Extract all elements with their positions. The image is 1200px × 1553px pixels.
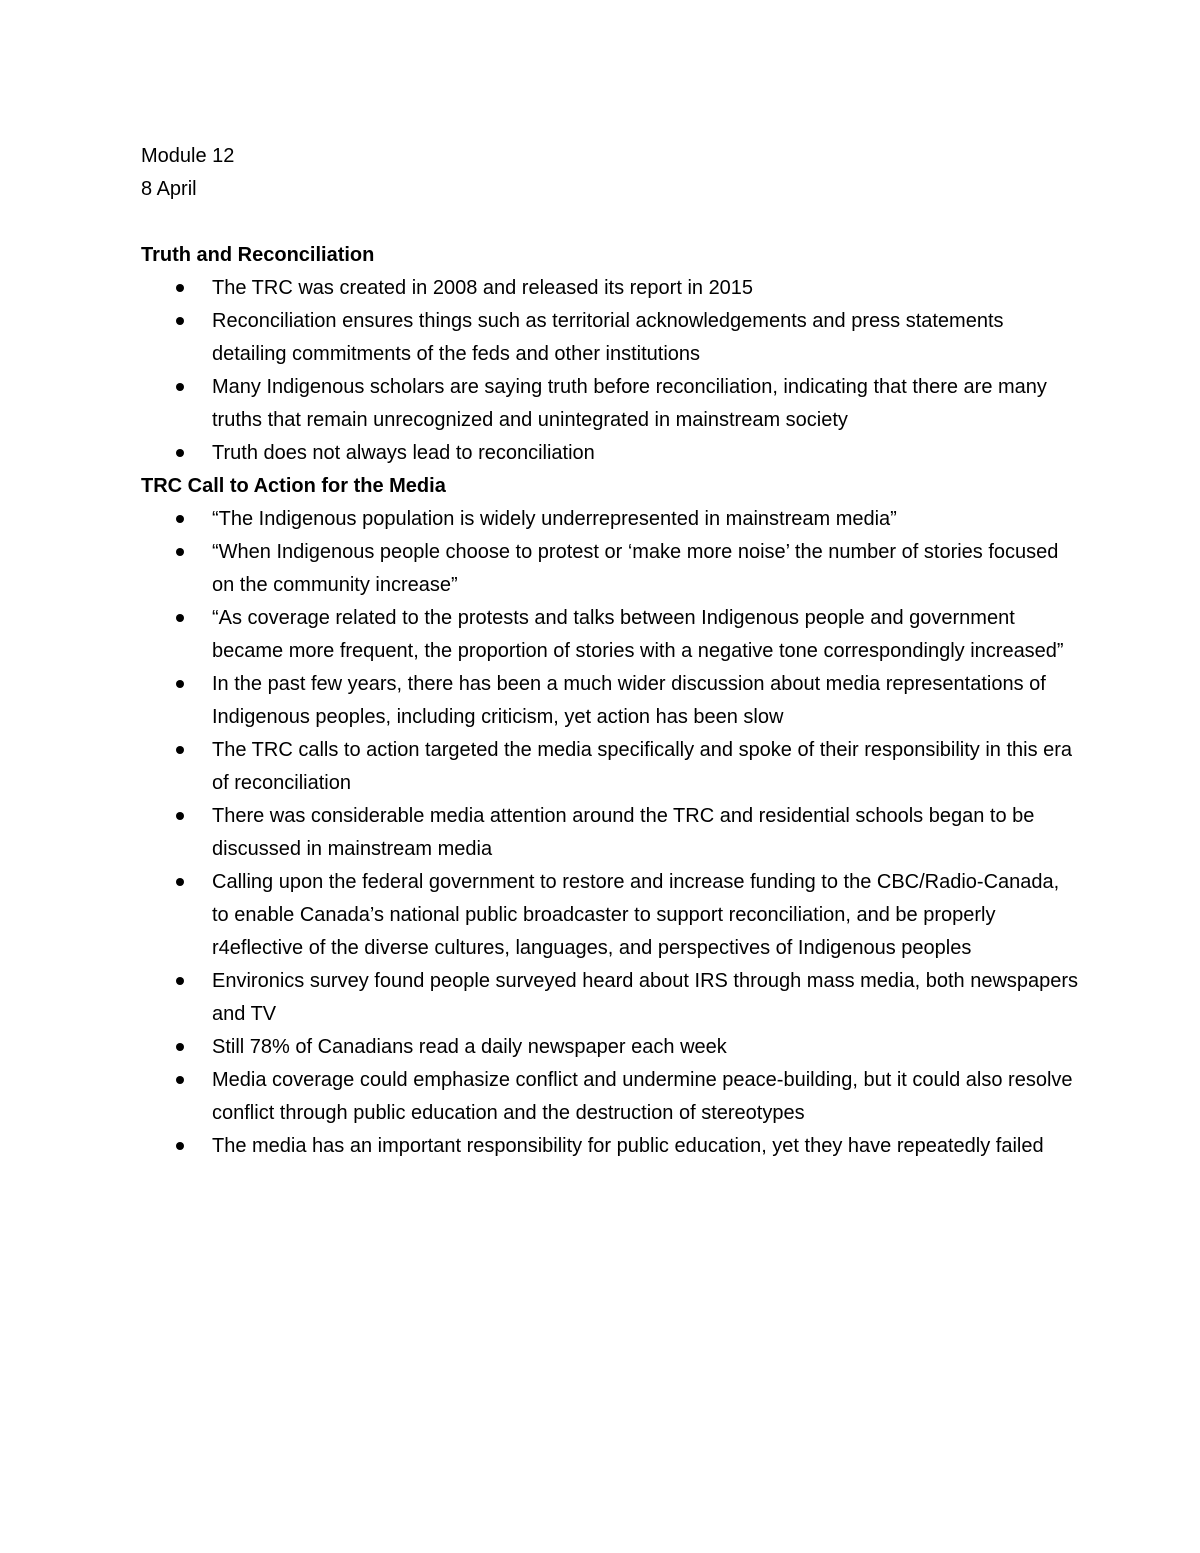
list-item — [141, 536, 1081, 602]
bullet-icon — [176, 878, 184, 886]
list-item — [141, 1031, 1081, 1064]
bullet-icon — [176, 812, 184, 820]
list-item-text: Media coverage could emphasize conflict and undermine peace-building, but it could also resolve conflict through public education and the destruction of stereotypes — [212, 1069, 1073, 1124]
list-item — [141, 503, 1081, 536]
list-item — [141, 734, 1081, 800]
list-item-text: Still 78% of Canadians read a daily newspaper each week — [212, 1036, 727, 1058]
bullet-icon — [176, 284, 184, 292]
list-item — [141, 371, 1081, 437]
list-item — [141, 602, 1081, 668]
module-label: Module 12 — [141, 145, 235, 167]
list-item — [141, 305, 1081, 371]
bullet-icon — [176, 1142, 184, 1150]
bullet-list-truth-reconciliation — [141, 272, 1081, 470]
blank-line — [141, 206, 1081, 239]
bullet-icon — [176, 977, 184, 985]
document-body — [141, 140, 1081, 1163]
list-item-text: The TRC calls to action targeted the media specifically and spoke of their responsibility in this era of reconciliation — [212, 739, 1073, 794]
list-item-text: In the past few years, there has been a much wider discussion about media representations of Indigenous peoples, including criticism, yet action has been slow — [212, 673, 1046, 728]
date-label: 8 April — [141, 178, 197, 200]
list-item-text: Reconciliation ensures things such as territorial acknowledgements and press statements detailing commitments of the feds and other institutions — [212, 310, 1004, 365]
list-item — [141, 437, 1081, 470]
list-item — [141, 800, 1081, 866]
bullet-icon — [176, 1076, 184, 1084]
bullet-list-trc-media — [141, 503, 1081, 1163]
section-heading-trc-media: TRC Call to Action for the Media — [141, 475, 446, 497]
list-item-text: Truth does not always lead to reconciliation — [212, 442, 595, 464]
list-item-text: There was considerable media attention around the TRC and residential schools began to be discussed in mainstream media — [212, 805, 1035, 860]
list-item — [141, 1130, 1081, 1163]
bullet-icon — [176, 383, 184, 391]
list-item-text: Many Indigenous scholars are saying truth before reconciliation, indicating that there are many truths that remain unrecognized and unintegrated in mainstream society — [212, 376, 1047, 431]
list-item-text: “The Indigenous population is widely underrepresented in mainstream media” — [212, 508, 897, 530]
list-item-text: The media has an important responsibility for public education, yet they have repeatedly failed — [212, 1135, 1044, 1157]
list-item — [141, 272, 1081, 305]
bullet-icon — [176, 449, 184, 457]
list-item — [141, 965, 1081, 1031]
list-item-text: The TRC was created in 2008 and released its report in 2015 — [212, 277, 754, 299]
list-item-text: “When Indigenous people choose to protest or ‘make more noise’ the number of stories focused on the community increase” — [212, 541, 1059, 596]
list-item-text: “As coverage related to the protests and talks between Indigenous people and government became more frequent, the proportion of stories with a negative tone correspondingly increased” — [212, 607, 1064, 662]
bullet-icon — [176, 515, 184, 523]
bullet-icon — [176, 1043, 184, 1051]
section-heading-truth-reconciliation: Truth and Reconciliation — [141, 244, 375, 266]
bullet-icon — [176, 614, 184, 622]
bullet-icon — [176, 680, 184, 688]
list-item — [141, 668, 1081, 734]
list-item-text: Environics survey found people surveyed heard about IRS through mass media, both newspapers and TV — [212, 970, 1079, 1025]
bullet-icon — [176, 317, 184, 325]
bullet-icon — [176, 548, 184, 556]
list-item — [141, 866, 1081, 965]
bullet-icon — [176, 746, 184, 754]
list-item — [141, 1064, 1081, 1130]
list-item-text: Calling upon the federal government to restore and increase funding to the CBC/Radio-Canada, to enable Canada’s national public broadcaster to support reconciliation, and be properly r4eflective of the diverse cultures, languages, and perspectives of Indigenous peoples — [212, 871, 1060, 959]
